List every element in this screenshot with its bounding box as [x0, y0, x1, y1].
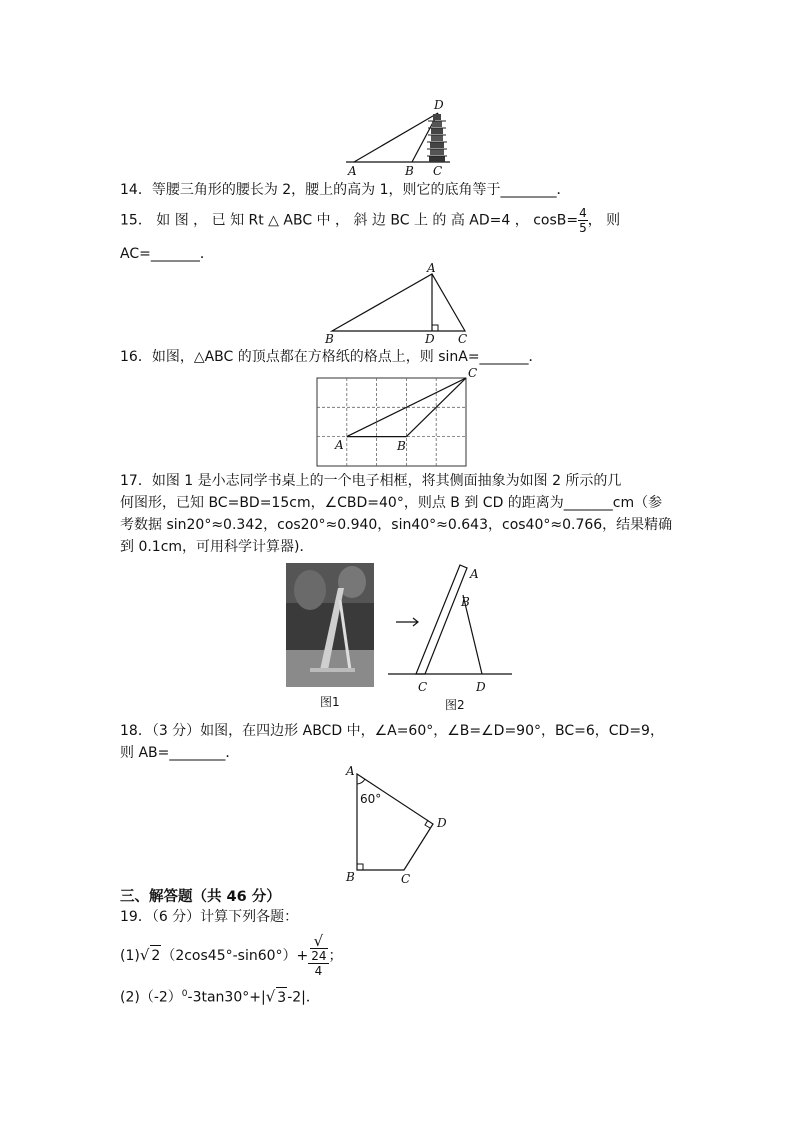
label-D: D: [437, 816, 447, 830]
part-1-prefix: (1): [120, 948, 140, 964]
q15-fraction: $\frac{4}{5}$: [579, 206, 587, 235]
triangle-abc-figure: [320, 262, 480, 348]
label-C: C: [418, 680, 428, 694]
question-18-line2: 则 AB=________．: [120, 745, 240, 761]
question-14: 14．等腰三角形的腰长为 2，腰上的高为 1，则它的底角等于________．: [120, 182, 571, 198]
question-17-line4: 到 0.1cm，可用科学计算器)．: [120, 539, 314, 555]
label-A: A: [427, 262, 436, 275]
label-C: C: [433, 164, 443, 178]
question-19-title: 19．（6 分）计算下列各题：: [120, 909, 299, 925]
label-D: D: [434, 98, 444, 112]
pagoda-figure: [340, 96, 460, 178]
question-18-line1: 18．（3 分）如图，在四边形 ABCD 中，∠A=60°，∠B=∠D=90°，BC=6，CD=9，: [120, 723, 664, 739]
photo-frame-figure: [280, 560, 520, 712]
label-B: B: [397, 439, 406, 453]
caption-figure-1: 图1: [320, 695, 340, 709]
label-B: B: [405, 164, 414, 178]
part-2-end: ．: [305, 989, 320, 1006]
quadrilateral-figure: [340, 762, 450, 886]
part-2-abs-rest: -2: [287, 989, 302, 1006]
part-1-fraction: √ 24 4: [308, 934, 328, 978]
label-B: B: [325, 332, 334, 346]
part-1-end: ；: [328, 948, 343, 964]
label-C: C: [468, 368, 478, 380]
grid-figure: [316, 368, 486, 470]
caption-figure-2: 图2: [445, 698, 465, 712]
label-A: A: [470, 567, 479, 581]
q15-text-a: 15． 如 图 ， 已 知 Rt △ ABC 中 ， 斜 边 BC 上 的 高 AD=4 ， cosB=: [120, 212, 579, 229]
question-19-part-1: [120, 934, 343, 978]
part-2-prefix: (2)（-2）: [120, 989, 182, 1006]
part-2-radicand: 3: [276, 987, 287, 1008]
label-B: B: [461, 595, 470, 609]
label-D: D: [425, 332, 435, 346]
label-C: C: [458, 332, 468, 346]
sqrt-icon: √: [139, 946, 150, 964]
part-2-mid: -3tan30°+: [187, 989, 261, 1006]
label-A: A: [346, 764, 355, 778]
q15-text-b: ， 则: [587, 212, 621, 229]
label-A: A: [335, 438, 344, 452]
photo-frame-image: [286, 563, 374, 687]
sqrt-icon: √: [313, 932, 324, 950]
abs-bar-left: |: [260, 989, 266, 1006]
question-17-line1: 17．如图 1 是小志同学书桌上的一个电子相框，将其侧面抽象为如图 2 所示的几: [120, 473, 622, 489]
label-B: B: [346, 870, 355, 884]
question-15: [120, 206, 620, 235]
part-2-exponent: 0: [181, 989, 188, 999]
label-C: C: [401, 872, 411, 886]
part-1-radicand: 2: [150, 945, 161, 966]
angle-label: 60°: [360, 792, 382, 806]
label-A: A: [348, 164, 357, 178]
question-19-part-2: [120, 984, 320, 1008]
part-1-mid: （2cos45°-sin60°）+: [161, 948, 309, 964]
question-15-answer: AC=_______．: [120, 246, 214, 262]
pagoda-icon: [427, 114, 447, 162]
abs-bar-right: |: [301, 989, 306, 1006]
label-D: D: [476, 680, 486, 694]
sqrt-icon: √: [265, 987, 276, 1006]
section-3-title: 三、解答题（共 46 分）: [120, 889, 281, 905]
question-17-line2: 何图形，已知 BC=BD=15cm，∠CBD=40°，则点 B 到 CD 的距离为_______cm（参: [120, 495, 663, 511]
question-17-line3: 考数据 sin20°≈0.342，cos20°≈0.940，sin40°≈0.643，cos40°≈0.766，结果精确: [120, 517, 673, 533]
question-16: 16．如图，△ABC 的顶点都在方格纸的格点上，则 sinA=_______．: [120, 349, 543, 365]
